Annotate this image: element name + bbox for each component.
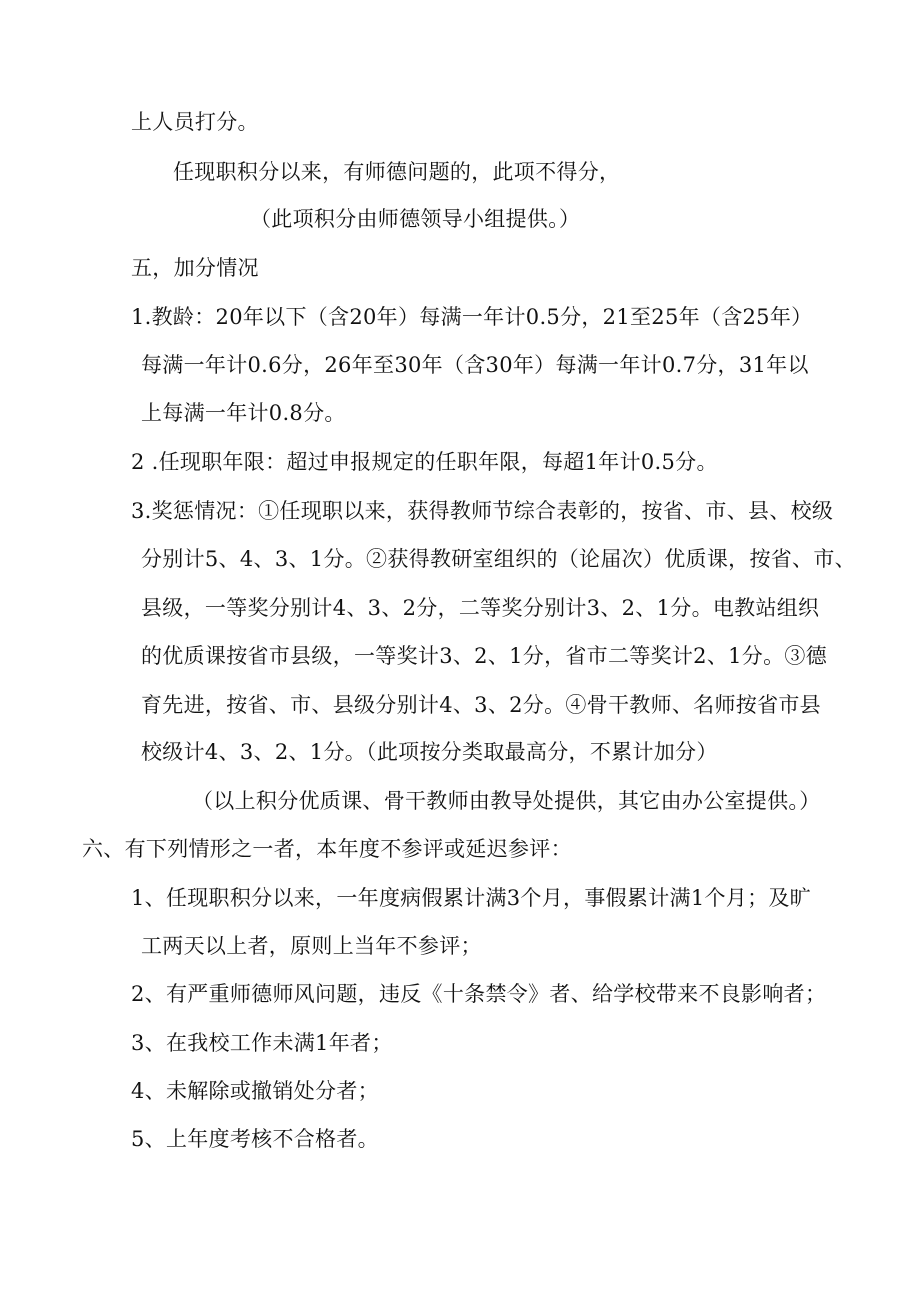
- text-line: 4、未解除或撤销处分者；: [131, 1079, 379, 1103]
- text-line: 校级计4、3、2、1分。（此项按分类取最高分，不累计加分）: [141, 740, 718, 764]
- text-line: 5、上年度考核不合格者。: [131, 1127, 379, 1151]
- text-line: 任现职积分以来，有师德问题的，此项不得分，: [173, 160, 621, 184]
- text-line: 上每满一年计0.8分。: [141, 401, 346, 425]
- text-line: 上人员打分。: [131, 110, 259, 134]
- section-heading: 五，加分情况: [131, 256, 259, 280]
- text-line: 3.奖惩情况：①任现职以来，获得教师节综合表彰的，按省、市、县、校级: [131, 499, 834, 523]
- section-heading: 六、有下列情形之一者，本年度不参评或延迟参评：: [82, 837, 572, 861]
- text-line: （此项积分由师德领导小组提供。）: [250, 207, 581, 231]
- text-line: 县级，一等奖分别计4、3、2分，二等奖分别计3、2、1分。电教站组织: [141, 596, 820, 620]
- text-line: 2、有严重师德师风问题，违反《十条禁令》者、给学校带来不良影响者；: [131, 982, 827, 1006]
- text-line: 2 .任现职年限：超过申报规定的任职年限，每超1年计0.5分。: [131, 450, 718, 474]
- text-line: 育先进，按省、市、县级分别计4、3、2分。④骨干教师、名师按省市县: [141, 693, 821, 717]
- text-line: 1、任现职积分以来，一年度病假累计满3个月，事假累计满1个月；及旷: [131, 886, 811, 910]
- text-line: 3、在我校工作未满1年者；: [131, 1031, 393, 1055]
- text-line: 分别计5、4、3、1分。②获得教研室组织的（论届次）优质课，按省、市、: [141, 547, 856, 571]
- text-line: 的优质课按省市县级，一等奖计3、2、1分，省市二等奖计2、1分。③德: [141, 644, 828, 668]
- text-line: 1.教龄：20年以下（含20年）每满一年计0.5分，21至25年（含25年）: [131, 305, 813, 329]
- text-line: （以上积分优质课、骨干教师由教导处提供，其它由办公室提供。）: [192, 789, 821, 813]
- text-line: 每满一年计0.6分，26年至30年（含30年）每满一年计0.7分，31年以: [141, 353, 809, 377]
- text-line: 工两天以上者，原则上当年不参评；: [141, 934, 482, 958]
